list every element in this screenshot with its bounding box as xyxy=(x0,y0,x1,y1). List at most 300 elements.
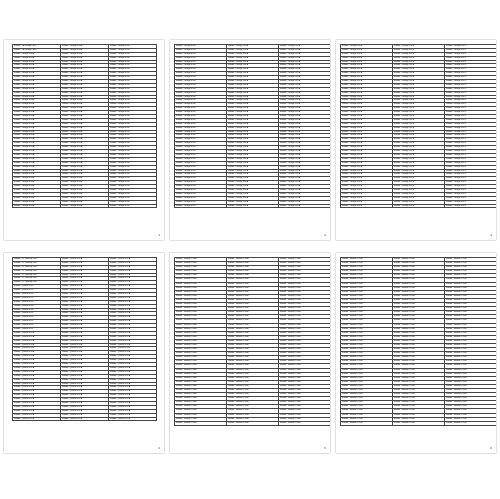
table-cell: Toshiba - Portege R930 xyxy=(175,154,227,158)
table-cell: Toshiba - Portege R30-A xyxy=(13,134,61,138)
table-cell: Toshiba - Portege Z30-B xyxy=(393,103,445,107)
table-cell: Toshiba - Satellite C50-A xyxy=(175,364,227,368)
table-cell: Toshiba - Satellite C50-A xyxy=(227,393,279,397)
table-cell: Toshiba - Portege Z30-B xyxy=(393,49,445,53)
table-cell: Toshiba - Satellite C55-A xyxy=(393,270,445,274)
table-cell: Toshiba - Portege R930 xyxy=(109,170,157,174)
table-cell: Toshiba - Portege Z30-B xyxy=(393,197,445,201)
table-cell: Toshiba - Portege Z30-A xyxy=(279,45,330,49)
table-cell: Toshiba - Satellite C50-A xyxy=(279,324,330,328)
table-cell: Toshiba - Qosmio X70-A xyxy=(61,355,109,359)
parts-table xyxy=(174,257,330,426)
table-cell: Toshiba - Portege R930 xyxy=(175,131,227,135)
table-cell: Toshiba - Satellite C50-A xyxy=(279,401,330,405)
table-cell: Toshiba - Portege R930 xyxy=(175,123,227,127)
table-cell: Toshiba - Qosmio X70-A xyxy=(61,309,109,313)
table-cell: Toshiba - Satellite C55-A xyxy=(393,328,445,332)
table-cell: Toshiba - Qosmio X70-A xyxy=(61,301,109,305)
table-cell: Toshiba - Portege Z30-A xyxy=(279,115,330,119)
table-cell: Toshiba - Satellite C50-A xyxy=(279,393,330,397)
table-cell: Toshiba - Satellite C50-A xyxy=(279,315,330,319)
table-cell: Toshiba - Satellite C55-A xyxy=(393,401,445,405)
table-cell: Toshiba - Portege R930 xyxy=(109,138,157,142)
table-cell: Toshiba - Qosmio X70-A xyxy=(61,328,109,332)
table-cell: Toshiba - Satellite C55-A xyxy=(445,328,496,332)
table-cell: Toshiba - Portege Z30-C xyxy=(445,127,496,131)
table-cell: Toshiba - Portege R930 xyxy=(109,107,157,111)
table-cell: Toshiba - Portege Z30-B xyxy=(341,111,393,115)
table-cell: Toshiba - Portege R30-A xyxy=(13,76,61,80)
table-cell: Toshiba - Portege Z30-B xyxy=(341,107,393,111)
table-cell: Toshiba - Qosmio F750 xyxy=(13,289,61,293)
table-cell: Toshiba - Qosmio X70-A xyxy=(61,270,109,274)
table-cell: Toshiba - Portege R930 xyxy=(175,115,227,119)
table-cell: Toshiba - Satellite C55-A xyxy=(393,332,445,336)
table-cell: Toshiba - Portege R30-A xyxy=(13,80,61,84)
table-cell: Toshiba - Satellite C55-A xyxy=(445,262,496,266)
table-cell: Toshiba - LA Desktop - AIO xyxy=(13,49,61,53)
table-cell: Toshiba - Portege R30-A xyxy=(13,193,61,197)
table-cell: Toshiba - Satellite C50-A xyxy=(279,328,330,332)
table-cell: Toshiba - Portege Z30-A xyxy=(279,193,330,197)
table-cell: Toshiba - Qosmio X70-A xyxy=(109,367,157,371)
table-cell: Toshiba - Portege Z30-B xyxy=(341,189,393,193)
table-cell: Toshiba - Portege Z30-C xyxy=(445,154,496,158)
table-cell: Toshiba - Portege Z30-C xyxy=(445,138,496,142)
table-cell: Toshiba - Satellite C50-A xyxy=(175,344,227,348)
table-cell: Toshiba - Portege Z30-B xyxy=(393,84,445,88)
table-cell: Toshiba - Portege Z30-B xyxy=(393,45,445,49)
table-cell: Toshiba - Qosmio X70-A xyxy=(109,398,157,402)
table-cell: Toshiba - Satellite C55-A xyxy=(445,381,496,385)
table-cell: Toshiba - Satellite C55-A xyxy=(445,414,496,418)
table-cell: Toshiba - Satellite C55-A xyxy=(445,283,496,287)
table-cell: Toshiba - Qosmio X70-A xyxy=(61,367,109,371)
table-cell: Toshiba - Portege R930 xyxy=(109,131,157,135)
table-cell: Toshiba - Satellite C55-A xyxy=(393,385,445,389)
table-cell: Toshiba - Satellite C50-A xyxy=(279,287,330,291)
table-cell: Toshiba - Satellite C50-A xyxy=(175,356,227,360)
table-cell: Toshiba - Qosmio F750 xyxy=(13,312,61,316)
table-cell: Toshiba - Qosmio X70-A xyxy=(61,379,109,383)
table-cell: Toshiba - Portege Z30-C xyxy=(445,189,496,193)
table-cell: Toshiba - Satellite C55-A xyxy=(341,332,393,336)
table-cell: Toshiba - Qosmio X70-A xyxy=(109,312,157,316)
table-cell: Toshiba - Portege R30-A xyxy=(61,201,109,205)
table-cell: Toshiba - Portege R30-A xyxy=(13,142,61,146)
table-cell: Toshiba - Satellite C55-A xyxy=(445,307,496,311)
table-cell: Toshiba - Portege R30-A xyxy=(61,92,109,96)
table-cell: Toshiba - Satellite C50-A xyxy=(279,344,330,348)
table-cell: Toshiba - Portege Z30-B xyxy=(341,53,393,57)
table-cell: Toshiba - Portege R30-A xyxy=(13,111,61,115)
table-cell: Toshiba - Satellite C55-A xyxy=(445,266,496,270)
table-cell: Toshiba - Portege Z30-A xyxy=(227,158,279,162)
table-cell: Toshiba - Portege Z30-C xyxy=(445,64,496,68)
table-cell: Toshiba - Satellite C55-A xyxy=(393,278,445,282)
table-cell: Toshiba - Satellite C55-A xyxy=(445,324,496,328)
table-cell: Toshiba - Portege R930 xyxy=(175,64,227,68)
table-cell: Toshiba - Portege R30-A xyxy=(61,146,109,150)
table-cell: Toshiba - Satellite C50-A xyxy=(279,291,330,295)
table-cell: Toshiba - Portege Z30-B xyxy=(393,138,445,142)
table-cell: Toshiba - Satellite C55-A xyxy=(341,324,393,328)
table-cell: Toshiba - Portege R30-A xyxy=(13,107,61,111)
table-cell: Toshiba - Satellite C55-A xyxy=(393,283,445,287)
table-cell: Toshiba - Portege R30-A xyxy=(61,170,109,174)
table-cell: Toshiba - Portege Z30-A xyxy=(227,92,279,96)
table-cell: Toshiba - Qosmio X70-A xyxy=(109,336,157,340)
table-cell: Toshiba - Satellite C50-A xyxy=(279,414,330,418)
table-cell: Toshiba - Portege R930 xyxy=(175,189,227,193)
table-cell: Toshiba - Portege R30-A xyxy=(61,189,109,193)
table-cell: Toshiba - Qosmio X70-A xyxy=(13,347,61,351)
table-cell: Toshiba - Portege Z30-A xyxy=(227,64,279,68)
table-cell: Toshiba - Portege R30-A xyxy=(61,76,109,80)
table-cell: Toshiba - Portege R30-A xyxy=(61,115,109,119)
table-cell: Toshiba - Satellite C50-A xyxy=(279,397,330,401)
table-cell: Toshiba - Portege R30-A xyxy=(61,150,109,154)
table-cell: Toshiba - Satellite C50-A xyxy=(227,377,279,381)
table-cell: Toshiba - Portege R930 xyxy=(175,177,227,181)
table-cell: Toshiba - Qosmio F750 xyxy=(13,316,61,320)
table-cell: Toshiba - Satellite C55-A xyxy=(445,369,496,373)
table-cell: Toshiba - Satellite C55-A xyxy=(341,307,393,311)
table-cell: Toshiba - Satellite C55-A xyxy=(341,369,393,373)
table-cell: Toshiba - Portege Z30-A xyxy=(279,185,330,189)
table-cell: Toshiba - Satellite C55-A xyxy=(341,418,393,422)
table-cell: Toshiba - Portege R30-A xyxy=(13,189,61,193)
table-cell: Toshiba - Satellite C55-A xyxy=(445,344,496,348)
table-cell: Toshiba - Satellite C55-A xyxy=(393,373,445,377)
table-cell: Toshiba - Portege Z30-B xyxy=(341,45,393,49)
table-cell: Toshiba - Portege R930 xyxy=(109,103,157,107)
table-cell: Toshiba - Portege R930 xyxy=(109,197,157,201)
table-cell: Toshiba - Qosmio X70-A xyxy=(109,285,157,289)
table-cell: Toshiba - Portege R930 xyxy=(109,99,157,103)
table-cell: Toshiba - Satellite C55-A xyxy=(393,274,445,278)
table-cell: Toshiba - Satellite C50-A xyxy=(227,336,279,340)
table-cell: Toshiba - Satellite C55-A xyxy=(445,278,496,282)
table-cell: Toshiba - Satellite C50-A xyxy=(279,262,330,266)
table-cell: Toshiba - Qosmio X70-A xyxy=(109,375,157,379)
table-cell: Toshiba - Portege R30-A xyxy=(13,84,61,88)
table-cell: Toshiba - Portege Z30-C xyxy=(445,170,496,174)
table-cell: Toshiba - Portege R30-A xyxy=(13,115,61,119)
table-cell: Toshiba - Portege Z30-A xyxy=(227,201,279,205)
table-cell: Toshiba - Portege Z30-A xyxy=(279,76,330,80)
table-cell: Toshiba - Satellite C55-A xyxy=(445,287,496,291)
table-cell: Toshiba - Portege Z30-A xyxy=(279,162,330,166)
table-cell: Toshiba - Satellite C55-A xyxy=(393,307,445,311)
table-cell: Toshiba - Satellite C50-A xyxy=(175,348,227,352)
table-cell: Toshiba - Satellite C55-A xyxy=(445,422,496,426)
table-cell: Toshiba - Portege Z30-C xyxy=(445,115,496,119)
table-cell: Toshiba - Qosmio X70-A xyxy=(109,262,157,266)
table-cell: Toshiba - Portege R30-A xyxy=(13,154,61,158)
table-cell: Toshiba - Satellite C50-A xyxy=(227,401,279,405)
table-cell: Toshiba - Qosmio X70-A xyxy=(109,277,157,281)
table-cell: Toshiba - Portege Z30-A xyxy=(279,177,330,181)
table-cell: Toshiba - Qosmio X70-A xyxy=(61,351,109,355)
table-cell: Toshiba - Portege Z30-C xyxy=(445,96,496,100)
table-cell: Toshiba - Satellite C50-A xyxy=(175,414,227,418)
table-cell: Toshiba - Qosmio X70-A xyxy=(13,406,61,410)
table-cell: Toshiba - Portege R30-A xyxy=(61,173,109,177)
table-cell: Toshiba - Portege Z30-A xyxy=(227,107,279,111)
table-cell: Toshiba - Portege R930 xyxy=(109,134,157,138)
table-cell: Toshiba - Qosmio X70-A xyxy=(61,277,109,281)
table-cell: Toshiba - Portege R30-A xyxy=(13,201,61,205)
table-cell: Toshiba - Portege Z30-A xyxy=(227,154,279,158)
table-cell: Toshiba - Qosmio F750 xyxy=(13,320,61,324)
table-cell: Toshiba - Satellite C50-A xyxy=(279,348,330,352)
table-cell: Toshiba - Portege Z30-A xyxy=(227,99,279,103)
table-cell: Toshiba - Portege R930 xyxy=(175,166,227,170)
table-cell: Toshiba - Satellite C55-A xyxy=(393,364,445,368)
table-cell: Toshiba - Portege R30-A xyxy=(61,181,109,185)
table-cell: Toshiba - Portege Z30-B xyxy=(341,166,393,170)
table-cell: Toshiba - Satellite C55-A xyxy=(393,258,445,262)
table-cell: Toshiba - Portege Z30-C xyxy=(445,177,496,181)
table-cell: Toshiba - Qosmio X70-A xyxy=(109,383,157,387)
table-cell: Toshiba - Portege Z30-B xyxy=(341,88,393,92)
table-cell: Toshiba - Qosmio X70-A xyxy=(61,406,109,410)
table-cell: Toshiba - Portege R30-A xyxy=(13,53,61,57)
table-cell: Toshiba - Portege Z30-A xyxy=(227,177,279,181)
table-cell: Toshiba - Portege R930 xyxy=(175,158,227,162)
table-cell: Toshiba - Satellite C55-A xyxy=(445,258,496,262)
table-cell: Toshiba - Qosmio X70-A xyxy=(13,379,61,383)
table-cell: Toshiba - Portege R930 xyxy=(175,146,227,150)
table-cell: Toshiba - Qosmio X70-A xyxy=(109,266,157,270)
table-cell: Toshiba - Satellite C50-A xyxy=(175,381,227,385)
table-cell: Toshiba - Qosmio X70-A xyxy=(13,351,61,355)
table-cell: Toshiba - Qosmio X70-A xyxy=(13,410,61,414)
table-cell: Toshiba - Satellite C50-A xyxy=(227,258,279,262)
table-cell: Toshiba - Satellite C55-A xyxy=(341,344,393,348)
table-cell: Toshiba - Portege Z30-B xyxy=(341,80,393,84)
table-cell: Toshiba - Satellite C50-A xyxy=(227,319,279,323)
table-cell: Toshiba - Portege R30-A xyxy=(61,134,109,138)
table-cell: Toshiba - Portege R930 xyxy=(175,170,227,174)
table-cell: Toshiba - Satellite C55-A xyxy=(445,389,496,393)
table-cell: Toshiba - Portege Z30-A xyxy=(227,88,279,92)
table-cell: Toshiba - Qosmio X70-A xyxy=(13,418,61,422)
table-cell: Toshiba - Satellite C50-A xyxy=(175,369,227,373)
table-cell: Toshiba - Satellite C50-A xyxy=(279,307,330,311)
table-cell: Toshiba - Satellite C55-A xyxy=(445,340,496,344)
table-cell: Toshiba - Portege Z30-A xyxy=(227,45,279,49)
table-cell: Toshiba - Portege Z30-C xyxy=(445,131,496,135)
table-cell: Toshiba - Qosmio F750 xyxy=(13,285,61,289)
table-cell: Toshiba - Portege Z30-A xyxy=(227,123,279,127)
table-cell: Toshiba - Portege Z30-B xyxy=(393,177,445,181)
table-cell: Toshiba - Portege Z30-B xyxy=(393,201,445,205)
table-cell: Toshiba - Qosmio F750 xyxy=(13,301,61,305)
table-cell: Toshiba - Satellite C55-A xyxy=(445,274,496,278)
table-cell: Toshiba - Qosmio X70-A xyxy=(109,320,157,324)
table-cell: Toshiba - Satellite C50-A xyxy=(175,409,227,413)
table-cell: Toshiba - Portege Z30-C xyxy=(445,119,496,123)
table-cell: Toshiba - Satellite C50-A xyxy=(227,340,279,344)
table-cell: Toshiba - Portege Z30-B xyxy=(393,170,445,174)
table-cell: Toshiba - Satellite C55-A xyxy=(393,324,445,328)
table-cell: Toshiba - Satellite C50-A xyxy=(175,422,227,426)
table-cell: Toshiba - Qosmio X70-A xyxy=(61,344,109,348)
table-cell: Toshiba - Portege Z30-A xyxy=(279,107,330,111)
table-cell: Toshiba - Portege Z30-C xyxy=(445,146,496,150)
table-cell: Toshiba - Portege R30-A xyxy=(61,84,109,88)
table-cell: Toshiba - Satellite C50-A xyxy=(227,303,279,307)
table-cell: Toshiba - Portege R930 xyxy=(109,193,157,197)
table-cell: Toshiba - Satellite C50-A xyxy=(175,307,227,311)
table-cell: Toshiba - Satellite C50-A xyxy=(279,356,330,360)
table-cell: Toshiba - Qosmio X70-A xyxy=(109,332,157,336)
table-cell: Toshiba - Satellite C50-A xyxy=(175,328,227,332)
table-cell: Toshiba - Portege Z30-A xyxy=(227,197,279,201)
table-cell: Toshiba - Satellite C50-A xyxy=(227,332,279,336)
table-cell: Toshiba - Portege Z30-A xyxy=(279,181,330,185)
table-cell: Toshiba - Satellite C55-A xyxy=(393,340,445,344)
table-cell: Toshiba - Portege R930 xyxy=(175,68,227,72)
table-cell: Toshiba - PC Desktop P300 xyxy=(13,258,61,262)
table-cell: Toshiba - Portege Z30-A xyxy=(227,205,279,209)
table-cell: Toshiba - Portege Z30-A xyxy=(227,162,279,166)
table-cell: Toshiba - Satellite C50-A xyxy=(279,278,330,282)
document-page xyxy=(170,40,330,240)
table-cell: Toshiba - Satellite C55-A xyxy=(341,377,393,381)
table-cell: Toshiba - Portege R30-A xyxy=(13,146,61,150)
table-cell: Toshiba - Satellite C55-A xyxy=(393,291,445,295)
table-cell: Toshiba - Qosmio X70-A xyxy=(61,305,109,309)
table-cell: Toshiba - Satellite C50-A xyxy=(175,295,227,299)
table-cell: Toshiba - Satellite C50-A xyxy=(175,336,227,340)
table-cell: Toshiba - Satellite C55-A xyxy=(445,319,496,323)
table-cell: Toshiba - Portege Z30-C xyxy=(445,193,496,197)
table-cell: Toshiba - Portege R30-A xyxy=(13,166,61,170)
table-cell: Toshiba - Satellite C55-A xyxy=(393,311,445,315)
table-cell: Toshiba - Portege R30-A xyxy=(61,80,109,84)
table-cell: Toshiba - Qosmio X70-A xyxy=(109,289,157,293)
table-cell: Toshiba - Portege R30-A xyxy=(13,170,61,174)
table-cell: Toshiba - Portege Z30-B xyxy=(341,64,393,68)
table-cell: Toshiba - Satellite C55-A xyxy=(341,393,393,397)
table-cell: Toshiba - Satellite C55-A xyxy=(393,409,445,413)
table-cell: Toshiba - Portege Z30-C xyxy=(445,123,496,127)
table-cell: Toshiba - Satellite C50-A xyxy=(227,418,279,422)
table-cell: Toshiba - Qosmio F750 xyxy=(13,309,61,313)
table-cell: Toshiba - Satellite C50-A xyxy=(175,283,227,287)
table-cell: Toshiba - Satellite C50-A xyxy=(279,360,330,364)
table-cell: Toshiba - Portege R930 xyxy=(175,84,227,88)
table-cell: Toshiba - Satellite C50-A xyxy=(279,283,330,287)
table-cell: Toshiba - Portege R30-A xyxy=(13,138,61,142)
table-cell: Toshiba - Portege Z30-A xyxy=(227,72,279,76)
table-cell: Toshiba - Satellite C55-A xyxy=(341,340,393,344)
table-cell: Toshiba - Portege R930 xyxy=(175,96,227,100)
table-cell: Toshiba - Portege R30-A xyxy=(61,45,109,49)
table-cell: Toshiba - Portege Z30-B xyxy=(341,96,393,100)
table-cell: Toshiba - Portege Z30-C xyxy=(445,53,496,57)
table-cell: Toshiba - Portege Z30-B xyxy=(393,193,445,197)
table-cell: Toshiba - Portege R930 xyxy=(109,205,157,209)
table-cell: Toshiba - Portege Z30-A xyxy=(279,96,330,100)
table-cell: Toshiba - Satellite C50-A xyxy=(279,266,330,270)
table-cell: Toshiba - Qosmio X70-A xyxy=(61,398,109,402)
table-cell: Toshiba - Satellite C55-A xyxy=(393,266,445,270)
table-cell: Toshiba - Satellite C50-A xyxy=(227,422,279,426)
table-cell: Toshiba - Portege R30-A xyxy=(61,96,109,100)
table-cell: Toshiba - Satellite C55-A xyxy=(393,389,445,393)
table-cell: Toshiba - Portege R30-A xyxy=(61,154,109,158)
table-cell: Toshiba - Portege Z30-B xyxy=(393,61,445,65)
table-cell: Toshiba - Portege R30-A xyxy=(13,68,61,72)
table-cell: Toshiba - Portege Z30-B xyxy=(393,76,445,80)
table-cell: Toshiba - Portege R930 xyxy=(175,92,227,96)
table-cell: Toshiba - Portege Z30-B xyxy=(393,146,445,150)
table-cell: Toshiba - Portege Z30-A xyxy=(279,92,330,96)
table-cell: Toshiba - Portege Z30-A xyxy=(279,49,330,53)
table-cell: Toshiba - Portege Z30-B xyxy=(341,162,393,166)
table-cell: Toshiba - Qosmio X70-A xyxy=(61,386,109,390)
table-cell: Toshiba - Satellite C50-A xyxy=(175,352,227,356)
table-cell: Toshiba - Satellite C55-A xyxy=(393,377,445,381)
table-cell: Toshiba - Satellite C55-A xyxy=(445,295,496,299)
table-cell: Toshiba - Satellite C50-A xyxy=(175,405,227,409)
table-cell: Toshiba - Qosmio X70-A xyxy=(61,340,109,344)
table-cell: Toshiba - Qosmio X70-A xyxy=(61,266,109,270)
table-cell: Toshiba - Satellite C55-A xyxy=(445,418,496,422)
table-cell: Toshiba - Portege R930 xyxy=(175,45,227,49)
table-cell: Toshiba - Portege R930 xyxy=(109,49,157,53)
table-cell: Toshiba - Satellite C50-A xyxy=(227,364,279,368)
table-cell: Toshiba - Portege Z30-A xyxy=(279,99,330,103)
table-cell: Toshiba - Portege Z30-C xyxy=(445,45,496,49)
table-cell: Toshiba - Portege R30-A xyxy=(61,197,109,201)
page-number: 1 xyxy=(158,233,160,237)
table-cell: Toshiba - Qosmio X70-A xyxy=(13,383,61,387)
table-cell: Toshiba - Portege Z30-B xyxy=(341,173,393,177)
table-cell: Toshiba - Portege Z30-B xyxy=(341,150,393,154)
table-cell: Toshiba - Qosmio X70-A xyxy=(109,363,157,367)
table-cell: Toshiba - Portege Z30-B xyxy=(393,99,445,103)
table-cell: Toshiba - Qosmio X70-A xyxy=(61,281,109,285)
table-cell: Toshiba - Portege Z30-A xyxy=(279,150,330,154)
page-number: 3 xyxy=(490,233,492,237)
table-cell: Toshiba - PC Desktop P300 xyxy=(13,277,61,281)
table-cell: Toshiba - Portege Z30-A xyxy=(227,115,279,119)
table-cell: Toshiba - Qosmio X70-A xyxy=(109,351,157,355)
table-cell: Toshiba - Portege R930 xyxy=(175,193,227,197)
table-cell: Toshiba - Portege Z30-A xyxy=(279,154,330,158)
table-cell: Toshiba - Portege R930 xyxy=(109,162,157,166)
table-cell: Toshiba - Qosmio X70-A xyxy=(109,281,157,285)
parts-table xyxy=(12,44,157,208)
table-cell: Toshiba - Portege Z30-B xyxy=(393,154,445,158)
table-cell: Toshiba - Satellite C55-A xyxy=(341,336,393,340)
table-cell: Toshiba - Portege Z30-B xyxy=(393,72,445,76)
table-cell: Toshiba - Portege Z30-A xyxy=(227,76,279,80)
table-cell: Toshiba - Portege R930 xyxy=(109,189,157,193)
table-cell: Toshiba - Portege Z30-B xyxy=(393,64,445,68)
table-cell: Toshiba - Portege R30-A xyxy=(61,68,109,72)
table-cell: Toshiba - Qosmio X70-A xyxy=(109,297,157,301)
table-cell: Toshiba - Portege Z30-B xyxy=(393,166,445,170)
table-cell: Toshiba - Satellite C55-A xyxy=(445,303,496,307)
table-cell: Toshiba - Satellite C50-A xyxy=(227,307,279,311)
page-number: 5 xyxy=(324,446,326,450)
